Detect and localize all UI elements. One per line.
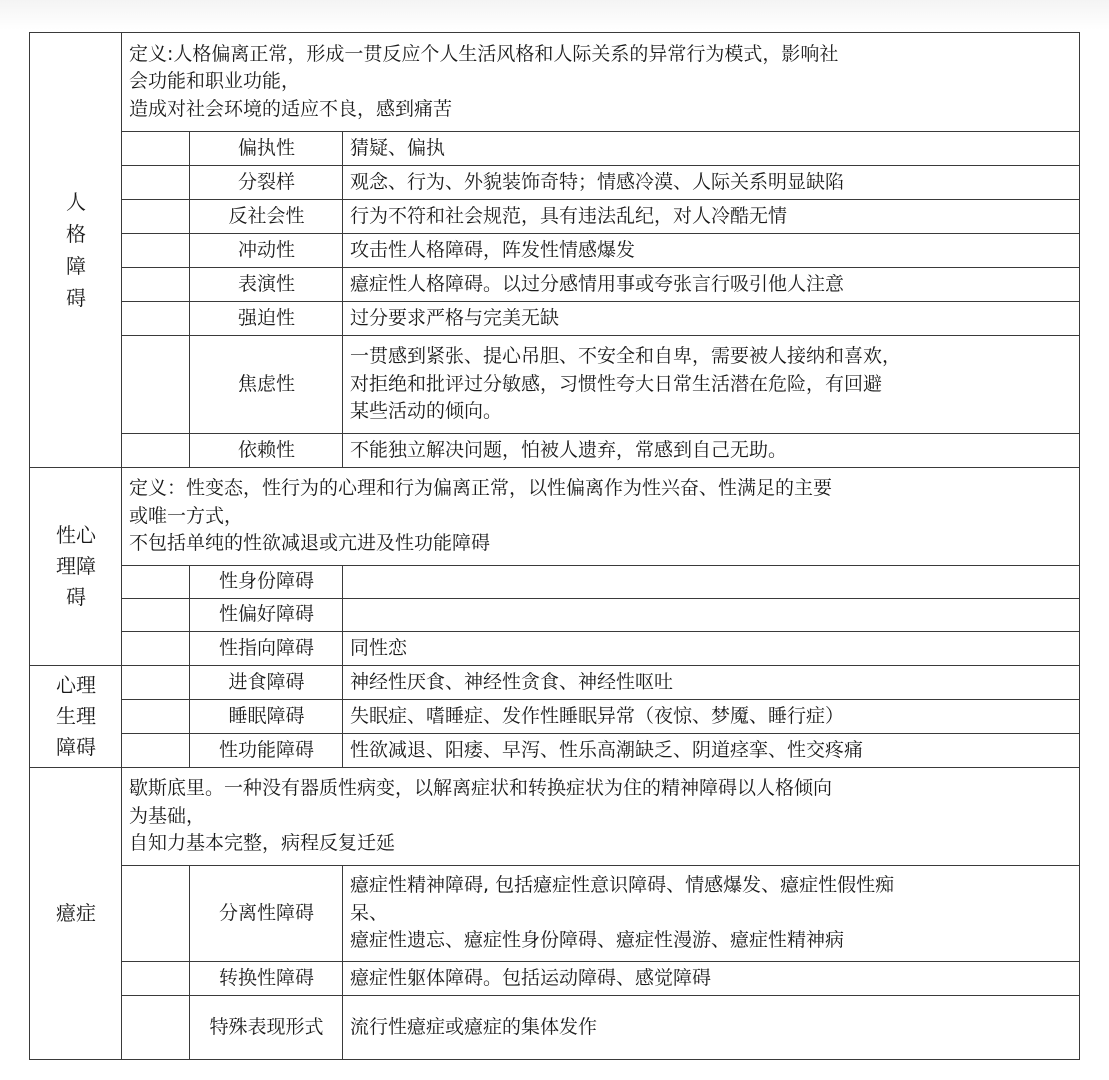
description-cell: [343, 336, 1080, 434]
category-cell: [30, 33, 122, 468]
subtype-cell: 依赖性: [190, 434, 343, 468]
section-definition-row: [30, 33, 1080, 132]
subtype-cell: 性指向障碍: [190, 632, 343, 666]
subtype-cell: 分离性障碍: [190, 866, 343, 962]
blank-cell: [122, 666, 190, 700]
description-line: 癔症性精神障碍, 包括癔症性意识障碍、情感爆发、癔症性假性痴: [350, 874, 895, 897]
description-cell: 同性恋: [343, 632, 1080, 666]
subtype-cell: 睡眠障碍: [190, 700, 343, 734]
blank-cell: [122, 700, 190, 734]
table-row: [30, 268, 1080, 302]
description-cell: 癔症性人格障碍。以过分感情用事或夸张言行吸引他人注意: [343, 268, 1080, 302]
section-definition-row: [30, 768, 1080, 866]
blank-cell: [122, 268, 190, 302]
blank-cell: [122, 200, 190, 234]
subtype-cell: 性偏好障碍: [190, 599, 343, 632]
category-label: 心理生理障碍: [56, 673, 96, 759]
table-row: [30, 302, 1080, 336]
blank-cell: [122, 962, 190, 996]
category-label: 癔症: [56, 901, 96, 925]
table-row: [30, 200, 1080, 234]
definition-line: 自知力基本完整，病程反复迁延: [129, 832, 396, 855]
blank-cell: [122, 566, 190, 599]
definition-cell: [122, 468, 1080, 566]
subtype-cell: 转换性障碍: [190, 962, 343, 996]
description-cell: 过分要求严格与完美无缺: [343, 302, 1080, 336]
description-cell: 不能独立解决问题，怕被人遗弃，常感到自己无助。: [343, 434, 1080, 468]
subtype-cell: 特殊表现形式: [190, 996, 343, 1060]
definition-line: 定义：性变态，性行为的心理和行为偏离正常，以性偏离作为性兴奋、性满足的主要: [129, 477, 833, 500]
table-row: [30, 434, 1080, 468]
blank-cell: [122, 302, 190, 336]
table-row: [30, 734, 1080, 768]
table-row: [30, 996, 1080, 1060]
definition-line: 为基础，: [129, 804, 206, 827]
definition-cell: [122, 768, 1080, 866]
subtype-cell: 性功能障碍: [190, 734, 343, 768]
definition-line: 会功能和职业功能，: [129, 70, 301, 93]
description-cell: 失眠症、嗜睡症、发作性睡眠异常（夜惊、梦魇、睡行症）: [343, 700, 1080, 734]
blank-cell: [122, 132, 190, 166]
description-cell: 猜疑、偏执: [343, 132, 1080, 166]
description-line: 对拒绝和批评过分敏感，习惯性夸大日常生活潜在危险，有回避: [350, 372, 883, 395]
definition-line: 造成对社会环境的适应不良，感到痛苦: [129, 97, 453, 120]
category-cell: [30, 666, 122, 768]
description-cell: 行为不符和社会规范，具有违法乱纪，对人冷酷无情: [343, 200, 1080, 234]
description-line: 呆、: [350, 901, 389, 924]
description-cell: 流行性癔症或癔症的集体发作: [343, 996, 1080, 1060]
table-row: [30, 700, 1080, 734]
description-cell: 观念、行为、外貌装饰奇特；情感冷漠、人际关系明显缺陷: [343, 166, 1080, 200]
description-cell: [343, 566, 1080, 599]
subtype-cell: 冲动性: [190, 234, 343, 268]
subtype-cell: 偏执性: [190, 132, 343, 166]
definition-line: 定义:人格偏离正常，形成一贯反应个人生活风格和人际关系的异常行为模式，影响社: [129, 42, 839, 65]
subtype-cell: 焦虑性: [190, 336, 343, 434]
definition-cell: [122, 33, 1080, 132]
description-cell: 性欲减退、阳痿、早泻、性乐高潮缺乏、阴道痉挛、性交疼痛: [343, 734, 1080, 768]
subtype-cell: 表演性: [190, 268, 343, 302]
blank-cell: [122, 632, 190, 666]
table-row: [30, 632, 1080, 666]
definition-line: 歇斯底里。一种没有器质性病变，以解离症状和转换症状为住的精神障碍以人格倾向: [129, 777, 833, 800]
description-cell: [343, 599, 1080, 632]
subtype-cell: 性身份障碍: [190, 566, 343, 599]
description-line: 癔症性遗忘、癔症性身份障碍、癔症性漫游、癔症性精神病: [350, 929, 845, 952]
category-label: 人格障碍: [66, 190, 86, 310]
table-row: [30, 132, 1080, 166]
description-line: 某些活动的倾向。: [350, 400, 503, 423]
table-row: [30, 599, 1080, 632]
description-cell: 神经性厌食、神经性贪食、神经性呕吐: [343, 666, 1080, 700]
blank-cell: [122, 734, 190, 768]
blank-cell: [122, 434, 190, 468]
blank-cell: [122, 336, 190, 434]
description-cell: 攻击性人格障碍，阵发性情感爆发: [343, 234, 1080, 268]
subtype-cell: 分裂样: [190, 166, 343, 200]
table-row: [30, 866, 1080, 962]
disorder-table: [29, 32, 1080, 1060]
table-row: [30, 666, 1080, 700]
subtype-cell: 进食障碍: [190, 666, 343, 700]
table-row: [30, 166, 1080, 200]
table-row: [30, 234, 1080, 268]
definition-line: 或唯一方式，: [129, 504, 244, 527]
category-cell: [30, 768, 122, 1060]
table-row: [30, 336, 1080, 434]
subtype-cell: 反社会性: [190, 200, 343, 234]
category-cell: [30, 468, 122, 666]
description-cell: 癔症性躯体障碍。包括运动障碍、感觉障碍: [343, 962, 1080, 996]
definition-line: 不包括单纯的性欲减退或亢进及性功能障碍: [129, 532, 491, 555]
blank-cell: [122, 599, 190, 632]
section-definition-row: [30, 468, 1080, 566]
blank-cell: [122, 866, 190, 962]
category-label: 性心理障碍: [56, 523, 96, 609]
blank-cell: [122, 996, 190, 1060]
blank-cell: [122, 234, 190, 268]
blank-cell: [122, 166, 190, 200]
description-line: 一贯感到紧张、提心吊胆、不安全和自卑，需要被人接纳和喜欢，: [350, 345, 902, 368]
table-row: [30, 962, 1080, 996]
table-row: [30, 566, 1080, 599]
subtype-cell: 强迫性: [190, 302, 343, 336]
description-cell: [343, 866, 1080, 962]
